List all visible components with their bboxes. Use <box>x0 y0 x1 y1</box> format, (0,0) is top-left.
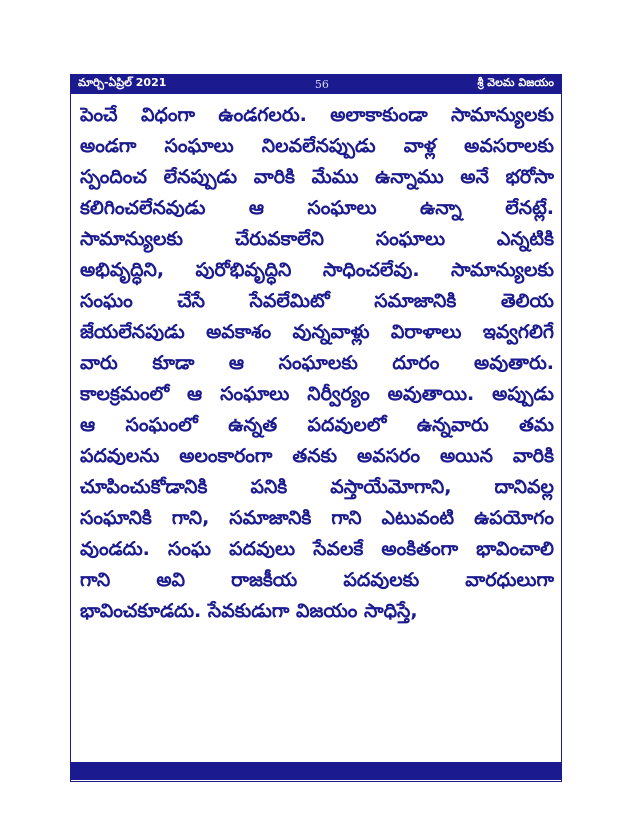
page-header <box>70 74 562 94</box>
text-line: అండగా సంఘాలు నిలవలేనప్పుడు వాళ్ల అవసరాలకు <box>80 135 554 157</box>
text-line: అభివృద్ధిని, పురోభివృద్ధిని సాధించలేవు. సామాన్యులకు <box>80 259 554 281</box>
text-line: స్పందించ లేనప్పుడు వారికి మేము ఉన్నాము అనే భరోసా <box>80 166 554 188</box>
text-line: పదవులను అలంకారంగా తనకు అవసరం అయిన వారికి <box>80 445 554 467</box>
text-line: వుండదు. సంఘ పదవులు సేవలకే అంకితంగా భావించాలి <box>80 538 554 560</box>
text-line: జేయలేనపుడు అవకాశం వున్నవాళ్లు విరాళాలు ఇవ్వగలిగే <box>80 321 554 343</box>
magazine-title: శ్రీ వెలమ విజయం <box>477 76 554 89</box>
text-line: కాలక్రమంలో ఆ సంఘాలు నిర్వీర్యం అవుతాయి. అప్పుడు <box>80 383 554 405</box>
issue-date: మార్చి-ఏప్రిల్ 2021 <box>78 76 167 89</box>
article-body <box>80 100 554 627</box>
footer-bar <box>70 762 562 780</box>
text-line: భావించకూడదు. సేవకుడుగా విజయం సాధిస్తే, <box>80 600 418 622</box>
page-number: 56 <box>314 77 329 91</box>
text-line: చూపించుకోడానికి పనికి వస్తాయేమోగాని, దానివల్ల <box>80 476 554 498</box>
text-line: సంఘానికి గాని, సమాజానికి గాని ఎటువంటి ఉపయోగం <box>80 507 554 529</box>
text-line: గాని అవి రాజకీయ పదవులకు వారధులుగా <box>80 569 554 591</box>
text-line: వారు కూడా ఆ సంఘాలకు దూరం అవుతారు. <box>80 352 554 374</box>
text-line: పెంచే విధంగా ఉండగలరు. అలాకాకుండా సామాన్యులకు <box>80 104 554 126</box>
text-line: సామాన్యులకు చేరువకాలేని సంఘాలు ఎన్నటికి <box>80 228 554 250</box>
text-line: ఆ సంఘంలో ఉన్నత పదవులలో ఉన్నవారు తమ <box>80 414 554 436</box>
text-line: సంఘం చేసే సేవలేమిటో సమాజానికి తెలియ <box>80 290 554 312</box>
text-line: కలిగించలేనవుడు ఆ సంఘాలు ఉన్నా లేనట్లే. <box>80 197 554 219</box>
